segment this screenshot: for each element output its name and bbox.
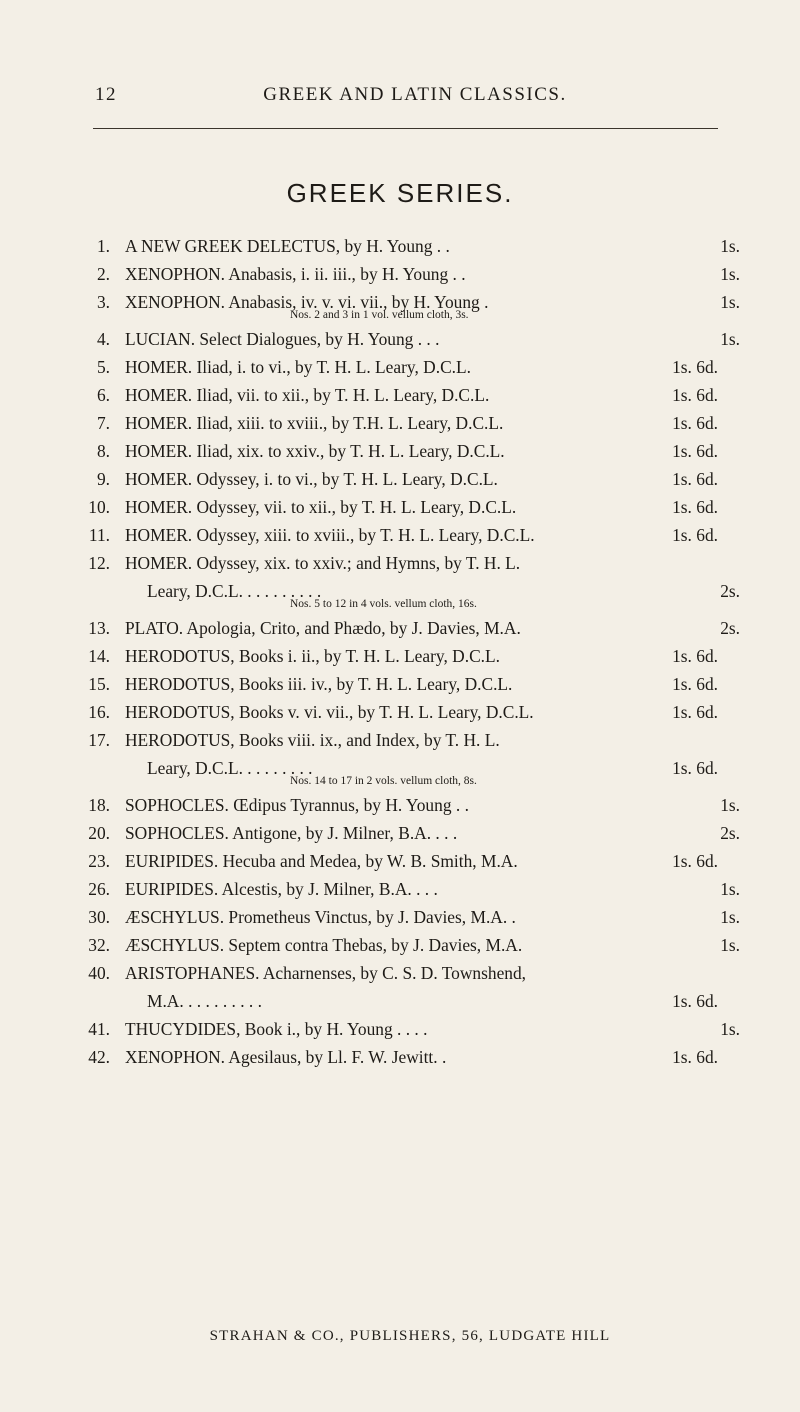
entry-number: 16.: [88, 702, 110, 722]
page-header: [0, 84, 800, 116]
catalogue-entry: [0, 437, 800, 465]
entry-title: A NEW GREEK DELECTUS, by H. Young . .: [125, 236, 450, 256]
entry-price: 1s. 6d.: [672, 674, 718, 694]
entry-price: 1s.: [720, 236, 740, 256]
entry-number: 8.: [96, 441, 110, 461]
catalogue-entry: [0, 847, 800, 875]
entry-price: 1s. 6d.: [672, 758, 718, 778]
entry-number: 23.: [88, 851, 110, 871]
catalogue-entry: [0, 1015, 800, 1043]
entry-title: HOMER. Odyssey, i. to vi., by T. H. L. Leary, D.C.L.: [125, 469, 498, 489]
entry-number: 18.: [88, 795, 110, 815]
entry-number: 42.: [88, 1047, 110, 1067]
entry-title: ARISTOPHANES. Acharnenses, by C. S. D. Townshend,: [125, 963, 527, 983]
entry-price: 1s. 6d.: [672, 702, 718, 722]
entry-price: 1s.: [720, 795, 740, 815]
entry-title: HOMER. Odyssey, xix. to xxiv.; and Hymns, by T. H. L.: [125, 553, 521, 573]
entry-price: 1s.: [720, 1019, 740, 1039]
entry-continuation: M.A. . . . . . . . . .: [147, 991, 262, 1011]
entry-number: 14.: [88, 646, 110, 666]
entry-number: 12.: [88, 553, 110, 573]
page-number: 12: [95, 84, 117, 105]
entry-price: 1s. 6d.: [672, 646, 718, 666]
entry-price: 1s.: [720, 935, 740, 955]
entry-note: Nos. 2 and 3 in 1 vol. vellum cloth, 3s.: [290, 309, 469, 321]
entry-price: 1s. 6d.: [672, 441, 718, 461]
entry-title: PLATO. Apologia, Crito, and Phædo, by J. Davies, M.A.: [125, 618, 521, 638]
entry-title: XENOPHON. Anabasis, i. ii. iii., by H. Young . .: [125, 264, 466, 284]
entry-price: 1s. 6d.: [672, 385, 718, 405]
catalogue-entry: [0, 791, 800, 819]
catalogue-entry: [0, 521, 800, 549]
entry-number: 15.: [88, 674, 110, 694]
header-rule: [93, 128, 718, 129]
catalogue-list: [0, 232, 800, 1071]
catalogue-entry: [0, 670, 800, 698]
entry-number: 40.: [88, 963, 110, 983]
catalogue-entry: [0, 1043, 800, 1071]
entry-price: 1s. 6d.: [672, 413, 718, 433]
catalogue-entry: [0, 465, 800, 493]
entry-title: SOPHOCLES. Antigone, by J. Milner, B.A. . . .: [125, 823, 458, 843]
entry-price: 1s. 6d.: [672, 1047, 718, 1067]
entry-price: 1s. 6d.: [672, 469, 718, 489]
entry-continuation: Leary, D.C.L. . . . . . . . .: [147, 758, 313, 778]
running-title: GREEK AND LATIN CLASSICS.: [263, 84, 567, 105]
entry-title: HERODOTUS, Books iii. iv., by T. H. L. Leary, D.C.L.: [125, 674, 513, 694]
entry-title: HOMER. Iliad, xiii. to xviii., by T.H. L. Leary, D.C.L.: [125, 413, 504, 433]
entry-title: HERODOTUS, Books viii. ix., and Index, by T. H. L.: [125, 730, 500, 750]
entry-title: ÆSCHYLUS. Prometheus Vinctus, by J. Davies, M.A. .: [125, 907, 516, 927]
entry-price: 1s.: [720, 264, 740, 284]
entry-price: 2s.: [720, 581, 740, 601]
entry-number: 30.: [88, 907, 110, 927]
entry-number: 20.: [88, 823, 110, 843]
entry-note: Nos. 14 to 17 in 2 vols. vellum cloth, 8s.: [290, 775, 477, 787]
catalogue-entry: [0, 325, 800, 353]
entry-title: LUCIAN. Select Dialogues, by H. Young . . .: [125, 329, 440, 349]
entry-price: 1s. 6d.: [672, 851, 718, 871]
series-title: GREEK SERIES.: [286, 178, 514, 208]
entry-price: 1s. 6d.: [672, 357, 718, 377]
entry-title: HOMER. Iliad, i. to vi., by T. H. L. Leary, D.C.L.: [125, 357, 471, 377]
entry-title: HOMER. Iliad, vii. to xii., by T. H. L. Leary, D.C.L.: [125, 385, 490, 405]
entry-price: 2s.: [720, 823, 740, 843]
entry-title: HERODOTUS, Books v. vi. vii., by T. H. L. Leary, D.C.L.: [125, 702, 534, 722]
entry-number: 11.: [88, 525, 110, 545]
entry-number: 9.: [96, 469, 110, 489]
entry-title: HOMER. Odyssey, vii. to xii., by T. H. L. Leary, D.C.L.: [125, 497, 517, 517]
entry-title: EURIPIDES. Alcestis, by J. Milner, B.A. . . .: [125, 879, 438, 899]
entry-price: 1s. 6d.: [672, 497, 718, 517]
catalogue-entry: [0, 903, 800, 931]
entry-continuation: Leary, D.C.L. . . . . . . . . .: [147, 581, 322, 601]
entry-number: 13.: [88, 618, 110, 638]
entry-number: 7.: [96, 413, 110, 433]
entry-title: HOMER. Odyssey, xiii. to xviii., by T. H. L. Leary, D.C.L.: [125, 525, 535, 545]
entry-price: 1s.: [720, 292, 740, 312]
entry-title: HOMER. Iliad, xix. to xxiv., by T. H. L. Leary, D.C.L.: [125, 441, 505, 461]
entry-number: 32.: [88, 935, 110, 955]
entry-title: SOPHOCLES. Œdipus Tyrannus, by H. Young . .: [125, 795, 469, 815]
catalogue-entry: [0, 381, 800, 409]
catalogue-entry: [0, 614, 800, 642]
catalogue-entry: [0, 642, 800, 670]
catalogue-entry: [0, 409, 800, 437]
entry-number: 10.: [88, 497, 110, 517]
entry-title: XENOPHON. Agesilaus, by Ll. F. W. Jewitt. .: [125, 1047, 447, 1067]
entry-number: 41.: [88, 1019, 110, 1039]
entry-number: 3.: [96, 292, 110, 312]
catalogue-entry: [0, 726, 800, 789]
entry-price: 1s. 6d.: [672, 991, 718, 1011]
entry-title: ÆSCHYLUS. Septem contra Thebas, by J. Davies, M.A.: [125, 935, 523, 955]
entry-price: 1s.: [720, 907, 740, 927]
catalogue-entry: [0, 698, 800, 726]
catalogue-entry: [0, 260, 800, 288]
publisher-footer: STRAHAN & CO., PUBLISHERS, 56, LUDGATE HILL: [209, 1328, 611, 1344]
entry-number: 17.: [88, 730, 110, 750]
catalogue-entry: [0, 288, 800, 323]
entry-title: THUCYDIDES, Book i., by H. Young . . . .: [125, 1019, 428, 1039]
entry-title: HERODOTUS, Books i. ii., by T. H. L. Leary, D.C.L.: [125, 646, 501, 666]
entry-number: 1.: [96, 236, 110, 256]
entry-price: 2s.: [720, 618, 740, 638]
catalogue-entry: [0, 232, 800, 260]
entry-number: 2.: [96, 264, 110, 284]
entry-number: 5.: [96, 357, 110, 377]
entry-price: 1s.: [720, 329, 740, 349]
entry-title: XENOPHON. Anabasis, iv. v. vi. vii., by H. Young .: [125, 292, 489, 312]
catalogue-entry: [0, 959, 800, 1015]
catalogue-entry: [0, 549, 800, 612]
entry-number: 4.: [96, 329, 110, 349]
entry-price: 1s.: [720, 879, 740, 899]
catalogue-entry: [0, 931, 800, 959]
catalogue-entry: [0, 875, 800, 903]
catalogue-entry: [0, 819, 800, 847]
catalogue-entry: [0, 493, 800, 521]
catalogue-entry: [0, 353, 800, 381]
entry-note: Nos. 5 to 12 in 4 vols. vellum cloth, 16s.: [290, 598, 477, 610]
entry-price: 1s. 6d.: [672, 525, 718, 545]
entry-title: EURIPIDES. Hecuba and Medea, by W. B. Smith, M.A.: [125, 851, 518, 871]
entry-number: 6.: [96, 385, 110, 405]
entry-number: 26.: [88, 879, 110, 899]
